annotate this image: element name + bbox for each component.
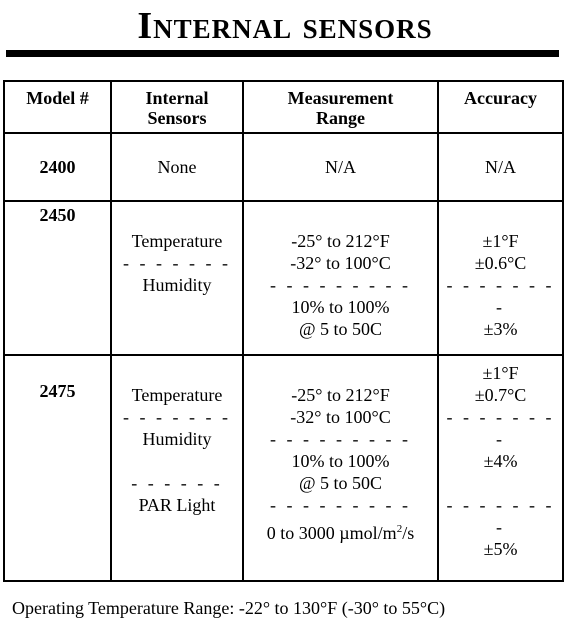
header-measurement-range: Measurement Range — [243, 81, 438, 133]
page-title: Internal sensors — [137, 5, 433, 47]
table-row — [4, 133, 563, 201]
header-model: Model # — [4, 81, 111, 133]
accuracy-cell: ±1°F ±0.7°C - - - - - - - - ±4% - - - - - - - - ±5% — [438, 355, 563, 581]
range-cell: -25° to 212°F -32° to 100°C - - - - - - - - - 10% to 100% @ 5 to 50C - - - - - - - - - 0 to 3000 µmol/$m^2/s$ — [243, 355, 438, 581]
operating-temperature-note: Operating Temperature Range: -22° to 130°F (-30° to 55°C) — [12, 598, 446, 618]
table-header-row — [4, 81, 563, 133]
header-internal-sensors: Internal Sensors — [111, 81, 243, 133]
accuracy-cell: N/A — [438, 133, 563, 201]
header-accuracy: Accuracy — [438, 81, 563, 133]
accuracy-cell: ±1°F ±0.6°C - - - - - - - - ±3% — [438, 201, 563, 355]
title-rule — [6, 50, 559, 57]
table-row — [4, 355, 563, 581]
model-cell: 2450 — [4, 201, 111, 355]
model-cell: 2400 — [4, 133, 111, 201]
sensors-table — [3, 80, 564, 582]
sensors-cell: None — [111, 133, 243, 201]
sensors-cell: Temperature - - - - - - - Humidity — [111, 201, 243, 355]
model-cell: 2475 — [4, 355, 111, 581]
table-row — [4, 201, 563, 355]
range-cell: N/A — [243, 133, 438, 201]
sensors-cell: Temperature - - - - - - - Humidity - - - - - - PAR Light — [111, 355, 243, 581]
range-cell: -25° to 212°F -32° to 100°C - - - - - - - - - 10% to 100% @ 5 to 50C — [243, 201, 438, 355]
